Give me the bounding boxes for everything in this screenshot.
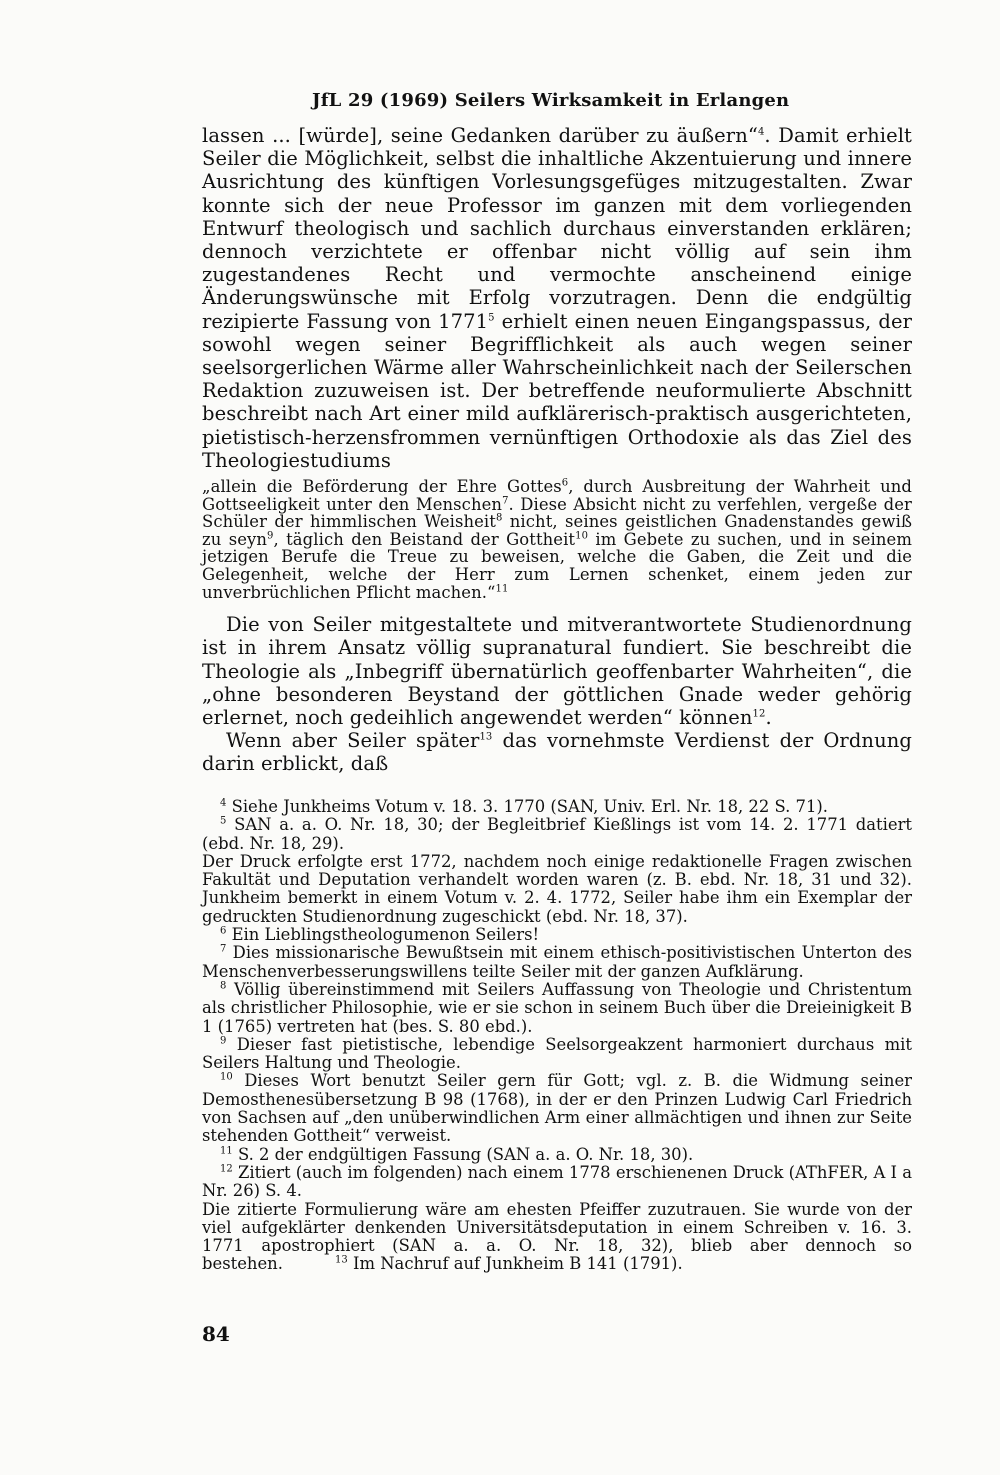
text-run: lassen ... [würde], seine Gedanken darüber zu äußern“ xyxy=(202,124,758,147)
text-run: das vornehmste Verdienst der Ordnung darin erblickt, daß xyxy=(202,729,912,776)
main-text xyxy=(202,124,912,776)
text-run: im Gebete zu suchen, und in seinem jetzigen Berufe die Treue zu beweisen, welche die Gaben, die Zeit und die Gelegenheit, welche der Herr zum Lernen schenket, einem jeden zur unverbrüchlichen Pflicht machen.“ xyxy=(202,529,912,602)
footnote-text: SAN a. a. O. Nr. 18, 30; der Begleitbrief Kießlings ist vom 14. 2. 1771 datiert (ebd. Nr. 18, 29). xyxy=(202,815,912,853)
footnote-ref-13[interactable]: 13 xyxy=(479,731,493,743)
page-number: 84 xyxy=(202,1322,230,1346)
footnote-text: Zitiert (auch im folgenden) nach einem 1778 erschienenen Druck (AThFER, A I a Nr. 26) S. 4. xyxy=(202,1162,913,1201)
footnote-ref-8[interactable]: 8 xyxy=(495,512,503,524)
text-run: , durch Ausbreitung der Wahrheit und Gottseeligkeit unter den Menschen xyxy=(202,477,912,514)
footnote-text: Dieses Wort benutzt Seiler gern für Gott; vgl. z. B. die Widmung seiner Demosthenesübersetzung B 98 (1768), in der er den Prinzen Ludwig Carl Friedrich von Sachsen auf „den unüberwindlichen Arm einer allmächtigen und ihnen zur Seite stehenden Gottheit“ verweist. xyxy=(202,1071,912,1146)
footnotes xyxy=(202,798,912,1274)
text-run: „allein die Beförderung der Ehre Gottes xyxy=(202,477,562,497)
footnote-4 xyxy=(202,798,912,816)
text-run: . Diese Absicht nicht zu verfehlen, vergeße der Schüler der himmlischen Weisheit xyxy=(202,494,912,532)
footnote-number: 13 xyxy=(335,1254,348,1266)
footnote-ref-6[interactable]: 6 xyxy=(561,477,569,489)
footnote-number: 6 xyxy=(220,925,227,937)
footnote-number: 4 xyxy=(220,797,227,809)
footnote-5-continuation: Der Druck erfolgte erst 1772, nachdem noch einige redaktionelle Fragen zwischen Fakultät und Deputation verhandelt worden waren (z. B. ebd. Nr. 18, 31 und 32). Junkheim bemerkt in einem Votum v. 2. 4. 1772, Seiler habe ihm ein Exemplar der gedruckten Studienordnung zugeschickt (ebd. Nr. 18, 37). xyxy=(202,851,912,926)
footnote-7 xyxy=(202,944,912,981)
footnote-8 xyxy=(202,981,912,1036)
footnote-12-continuation xyxy=(202,1201,912,1274)
footnote-text: Die zitierte Formulierung wäre am ehesten Pfeiffer zuzutrauen. Sie wurde von der viel aufgeklärter denkenden Universitätsdeputation in einem Schreiben v. 16. 3. 1771 apostrophiert (SAN a. a. O. Nr. 18, 32), blieb aber dennoch so bestehen. xyxy=(202,1199,912,1274)
footnote-text: Ein Lieblingstheologumenon Seilers! xyxy=(226,925,540,945)
footnote-ref-12[interactable]: 12 xyxy=(752,708,766,720)
paragraph-1 xyxy=(202,124,912,472)
text-run: nicht, seines geistlichen Gnadenstandes gewiß zu seyn xyxy=(202,512,912,549)
text-run: Die von Seiler mitgestaltete und mitverantwortete Studienordnung ist in ihrem Ansatz völlig supranatural fundiert. Sie beschreibt die Theologie als „Inbegriff übernatürlich geoffenbarter Wahrheiten“, die „ohne besonderen Beystand der göttlichen Gnade weder gehörig erlernet, noch gedeihlich angewendet werden“ können xyxy=(202,613,912,730)
footnote-10 xyxy=(202,1072,912,1145)
paragraph-3 xyxy=(202,729,912,775)
footnote-12 xyxy=(202,1164,912,1201)
footnote-number: 10 xyxy=(220,1071,233,1083)
footnote-text: Dieser fast pietistische, lebendige Seelsorgeakzent harmoniert durchaus mit Seilers Haltung und Theologie. xyxy=(202,1034,912,1073)
block-quote xyxy=(202,478,912,601)
footnote-ref-5[interactable]: 5 xyxy=(488,312,495,324)
footnote-11 xyxy=(202,1146,912,1164)
footnote-ref-10[interactable]: 10 xyxy=(575,530,589,542)
footnote-text: Siehe Junkheims Votum v. 18. 3. 1770 (SAN, Univ. Erl. Nr. 18, 22 S. 71). xyxy=(226,797,829,816)
footnote-text: Völlig übereinstimmend mit Seilers Auffassung von Theologie und Christentum als christlicher Philosophie, wie er sie schon in seinem Buch über die Dreieinigkeit B 1 (1765) vertreten hat (bes. S. 80 ebd.). xyxy=(202,979,912,1036)
footnote-ref-11[interactable]: 11 xyxy=(495,583,509,595)
running-head: JfL 29 (1969) Seilers Wirksamkeit in Erlangen xyxy=(312,90,790,111)
footnote-6 xyxy=(202,926,912,944)
footnote-number: 11 xyxy=(220,1145,233,1157)
footnote-ref-4[interactable]: 4 xyxy=(757,126,765,138)
footnote-number: 8 xyxy=(220,980,227,992)
footnote-5 xyxy=(202,816,912,853)
text-run: Wenn aber Seiler später xyxy=(226,729,480,753)
paragraph-2 xyxy=(202,613,912,729)
footnote-text: S. 2 der endgültigen Fassung (SAN a. a. O. Nr. 18, 30). xyxy=(232,1144,694,1164)
text-run: . xyxy=(765,706,772,730)
footnote-number: 12 xyxy=(220,1163,233,1175)
footnote-number: 9 xyxy=(220,1035,227,1047)
footnote-9 xyxy=(202,1036,912,1073)
footnote-13: Im Nachruf auf Junkheim B 141 (1791). xyxy=(347,1254,683,1274)
text-run: , täglich den Beistand der Gottheit xyxy=(273,529,576,549)
footnote-ref-7[interactable]: 7 xyxy=(502,495,509,507)
footnote-number: 7 xyxy=(220,943,227,955)
footnote-text: Dies missionarische Bewußtsein mit einem ethisch-positivistischen Unterton des Menschenverbesserungswillens teilte Seiler mit der ganzen Aufklärung. xyxy=(202,943,912,981)
footnote-ref-9[interactable]: 9 xyxy=(267,530,274,542)
text-run: . Damit erhielt Seiler die Möglichkeit, selbst die inhaltliche Akzentuierung und innere Ausrichtung des künftigen Vorlesungsgefüges mitzugestalten. Zwar konnte sich der neue Professor im ganzen mit dem vorliegenden Entwurf theologisch und sachlich durchaus einverstanden erklären; dennoch verzichtete er offenbar nicht völlig auf sein ihm zugestandenes Recht und vermochte anscheinend einige Änderungswünsche mit Erfolg vorzutragen. Denn die endgültig rezipierte Fassung von 1771 xyxy=(202,124,912,333)
footnote-number: 5 xyxy=(220,815,227,827)
text-run: erhielt einen neuen Eingangspassus, der sowohl wegen seiner Begrifflichkeit als auch wegen seiner seelsorgerlichen Wärme aller Wahrscheinlichkeit nach der Seilerschen Redaktion zuzuweisen ist. Der betreffende neuformulierte Abschnitt beschreibt nach Art einer mild aufklärerisch-praktisch ausgerichteten, pietistisch-herzensfrommen vernünftigen Orthodoxie als das Ziel des Theologiestudiums xyxy=(202,309,913,472)
